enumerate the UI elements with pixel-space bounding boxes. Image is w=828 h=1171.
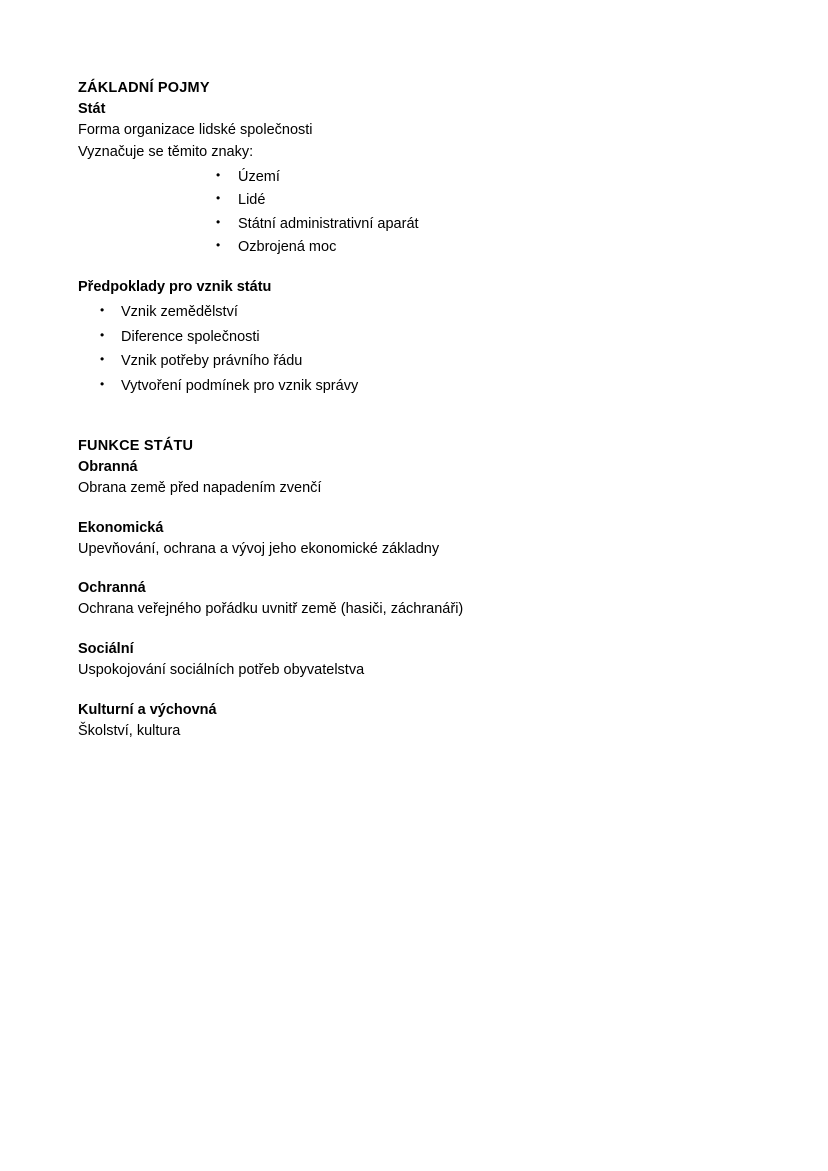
spacer bbox=[78, 398, 750, 436]
list-item-label: Vznik zemědělství bbox=[121, 304, 238, 321]
list-state-signs bbox=[78, 166, 750, 260]
subheading-stat: Stát bbox=[78, 101, 106, 118]
list-item bbox=[78, 236, 750, 259]
list-item bbox=[78, 349, 750, 373]
spacer bbox=[78, 560, 750, 578]
list-item bbox=[78, 374, 750, 398]
spacer bbox=[78, 621, 750, 639]
subheading-function-social: Sociální bbox=[78, 641, 134, 658]
list-state-prerequisites bbox=[78, 300, 750, 397]
list-item-label: Vytvoření podmínek pro vznik správy bbox=[121, 377, 359, 394]
subheading-function-economic: Ekonomická bbox=[78, 519, 164, 536]
paragraph-state-signs-intro: Vyznačuje se těmito znaky: bbox=[78, 143, 254, 160]
spacer bbox=[78, 500, 750, 518]
section-heading-state-functions: FUNKCE STÁTU bbox=[78, 437, 194, 454]
subheading-prerequisites: Předpoklady pro vznik státu bbox=[78, 279, 272, 296]
document-content bbox=[78, 78, 750, 743]
subheading-function-defensive: Obranná bbox=[78, 458, 138, 475]
paragraph-state-definition: Forma organizace lidské společnosti bbox=[78, 122, 313, 139]
list-item bbox=[78, 189, 750, 212]
subheading-function-cultural: Kulturní a výchovná bbox=[78, 702, 217, 718]
paragraph-function-cultural: Školství, kultura bbox=[78, 723, 181, 740]
spacer bbox=[78, 682, 750, 700]
list-item-label: Vznik potřeby právního řádu bbox=[121, 353, 303, 370]
list-item-label: Území bbox=[238, 168, 280, 185]
list-item-label: Ozbrojená moc bbox=[238, 238, 337, 255]
list-item bbox=[78, 300, 750, 324]
list-item bbox=[78, 166, 750, 189]
list-item-label: Lidé bbox=[238, 192, 266, 209]
list-item bbox=[78, 213, 750, 236]
paragraph-function-economic: Upevňování, ochrana a vývoj jeho ekonomické základny bbox=[78, 540, 440, 557]
spacer bbox=[78, 259, 750, 277]
paragraph-function-social: Uspokojování sociálních potřeb obyvatelstva bbox=[78, 662, 365, 679]
list-item-label: Diference společnosti bbox=[121, 328, 260, 345]
paragraph-function-protective: Ochrana veřejného pořádku uvnitř země (hasiči, záchranáři) bbox=[78, 601, 464, 618]
list-item bbox=[78, 325, 750, 349]
section-heading-basic-terms: ZÁKLADNÍ POJMY bbox=[78, 80, 210, 96]
subheading-function-protective: Ochranná bbox=[78, 580, 146, 597]
list-item-label: Státní administrativní aparát bbox=[238, 215, 419, 232]
paragraph-function-defensive: Obrana země před napadením zvenčí bbox=[78, 479, 322, 496]
